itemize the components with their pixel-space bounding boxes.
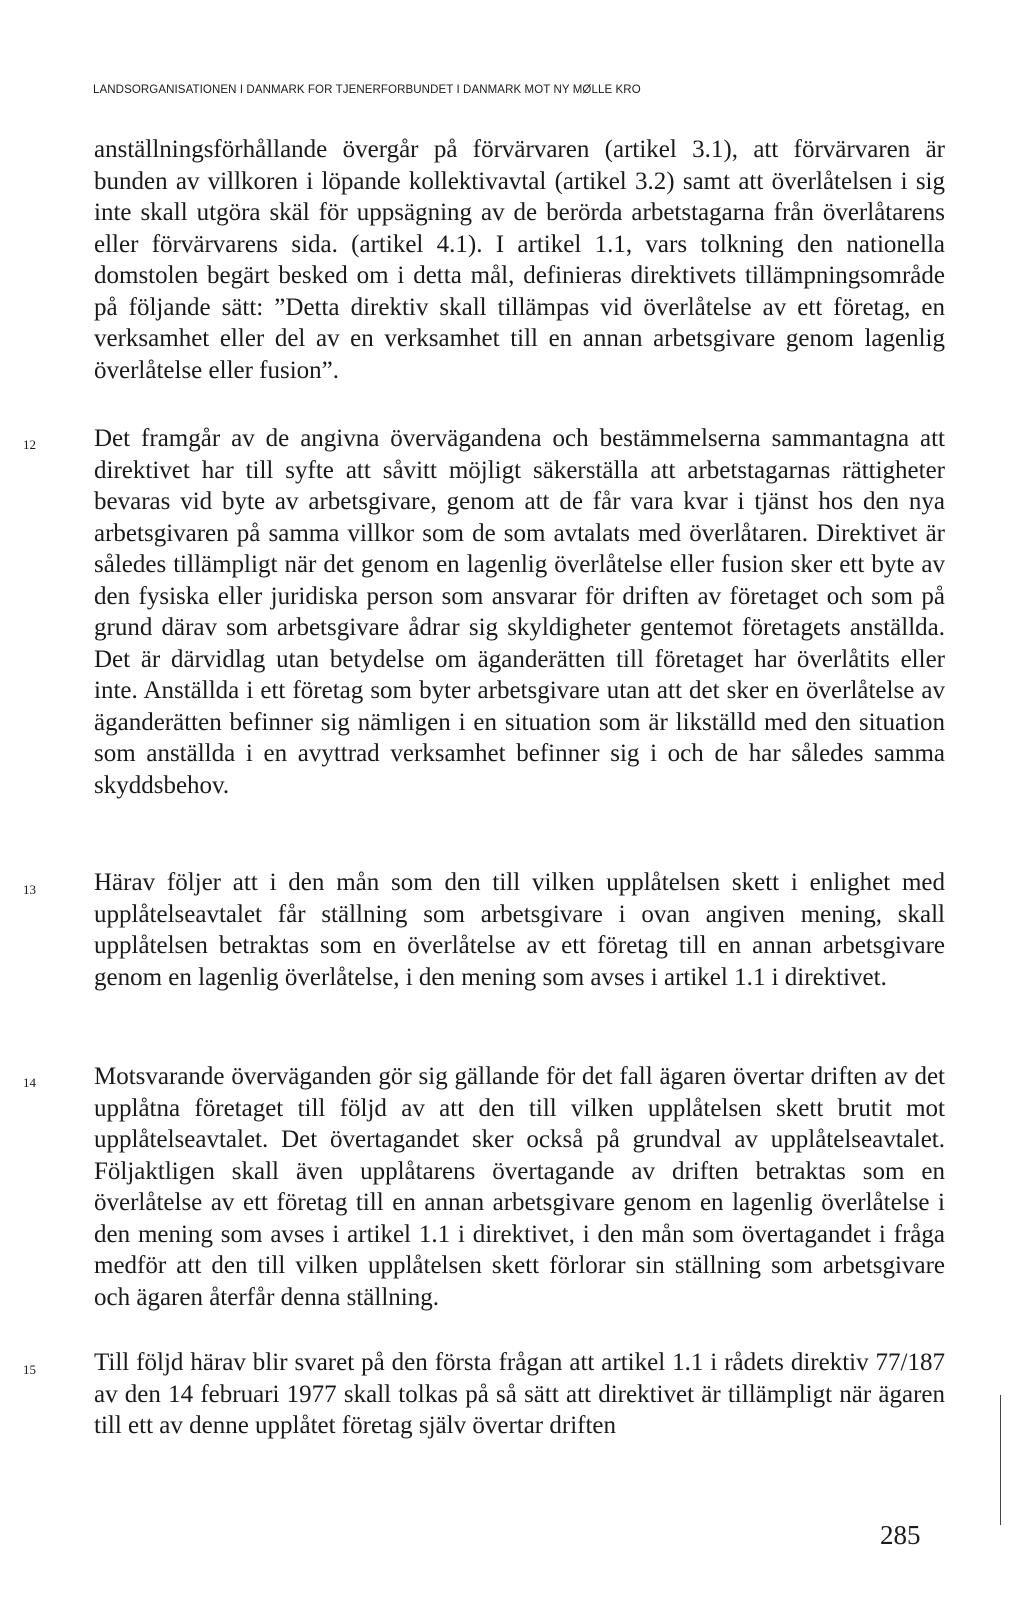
paragraph-13-text: Härav följer att i den mån som den till vilken upplåtelsen skett i enlighet med upplåtelseavtalet får ställning som arbetsgivare i ovan angiven mening, skall upplåtelsen betraktas som en överlåtelse av ett företag till en annan arbetsgivare genom en lagenlig överlåtelse, i den mening som avses i artikel 1.1 i direktivet. (94, 869, 945, 991)
intro-paragraph-text: anställningsförhållande övergår på förvärvaren (artikel 3.1), att förvärvaren är bunden av villkoren i löpande kollektivavtal (artikel 3.2) samt att överlåtelsen i sig inte skall utgöra skäl för uppsägning av de berörda arbetstagarna från överlåtarens eller förvärvarens sida. (artikel 4.1). I artikel 1.1, vars tolkning den nationella domstolen begärt besked om i detta mål, definieras direktivets tillämpningsområde på följande sätt: ”Detta direktiv skall tillämpas vid överlåtelse av ett företag, en verksamhet eller del av en verksamhet till en annan arbetsgivare genom lagenlig överlåtelse eller fusion”. (94, 136, 945, 384)
page-number: 285 (880, 1520, 921, 1550)
paragraph-15-text: Till följd härav blir svaret på den första frågan att artikel 1.1 i rådets direktiv 77/187 av den 14 februari 1977 skall tolkas på så sätt att direktivet är tillämpligt när ägaren till ett av denne upplåtet företag själv övertar driften (94, 1349, 945, 1439)
paragraph-number-13: 13 (23, 882, 36, 897)
paragraph-number-15: 15 (23, 1362, 36, 1377)
margin-rule (1000, 1395, 1001, 1525)
paragraph-14-text: Motsvarande överväganden gör sig gällande för det fall ägaren övertar driften av det upplåtna företaget till följd av att den till vilken upplåtelsen skett brutit mot upplåtelseavtalet. Det övertagandet sker också på grundval av upplåtelseavtalet. Följaktligen skall även upplåtarens övertagande av driften betraktas som en överlåtelse av ett företag till en annan arbetsgivare genom en lagenlig överlåtelse i den mening som avses i artikel 1.1 i direktivet, i den mån som övertagandet i fråga medför att den till vilken upplåtelsen skett förlorar sin ställning som arbetsgivare och ägaren återfår denna ställning. (94, 1063, 945, 1311)
running-header: LANDSORGANISATIONEN I DANMARK FOR TJENERFORBUNDET I DANMARK MOT NY MØLLE KRO (93, 84, 641, 96)
paragraph-12-text: Det framgår av de angivna övervägandena och bestämmelserna sammantagna att direktivet har till syfte att såvitt möjligt säkerställa att arbetstagarnas rättigheter bevaras vid byte av arbetsgivare, genom att de får vara kvar i tjänst hos den nya arbetsgivaren på samma villkor som de som avtalats med överlåtaren. Direktivet är således tillämpligt när det genom en lagenlig överlåtelse eller fusion sker ett byte av den fysiska eller juridiska person som ansvarar för driften av företaget och som på grund därav som arbetsgivare ådrar sig skyldigheter gentemot företagets anställda. Det är därvidlag utan betydelse om äganderätten till företaget har överlåtits eller inte. Anställda i ett företag som byter arbetsgivare utan att det sker en överlåtelse av äganderätten befinner sig nämligen i en situation som är likställd med den situation som anställda i en avyttrad verksamhet befinner sig i och de har således samma skyddsbehov. (94, 425, 945, 799)
paragraph-number-12: 12 (23, 437, 36, 452)
paragraph-number-14: 14 (23, 1075, 36, 1090)
